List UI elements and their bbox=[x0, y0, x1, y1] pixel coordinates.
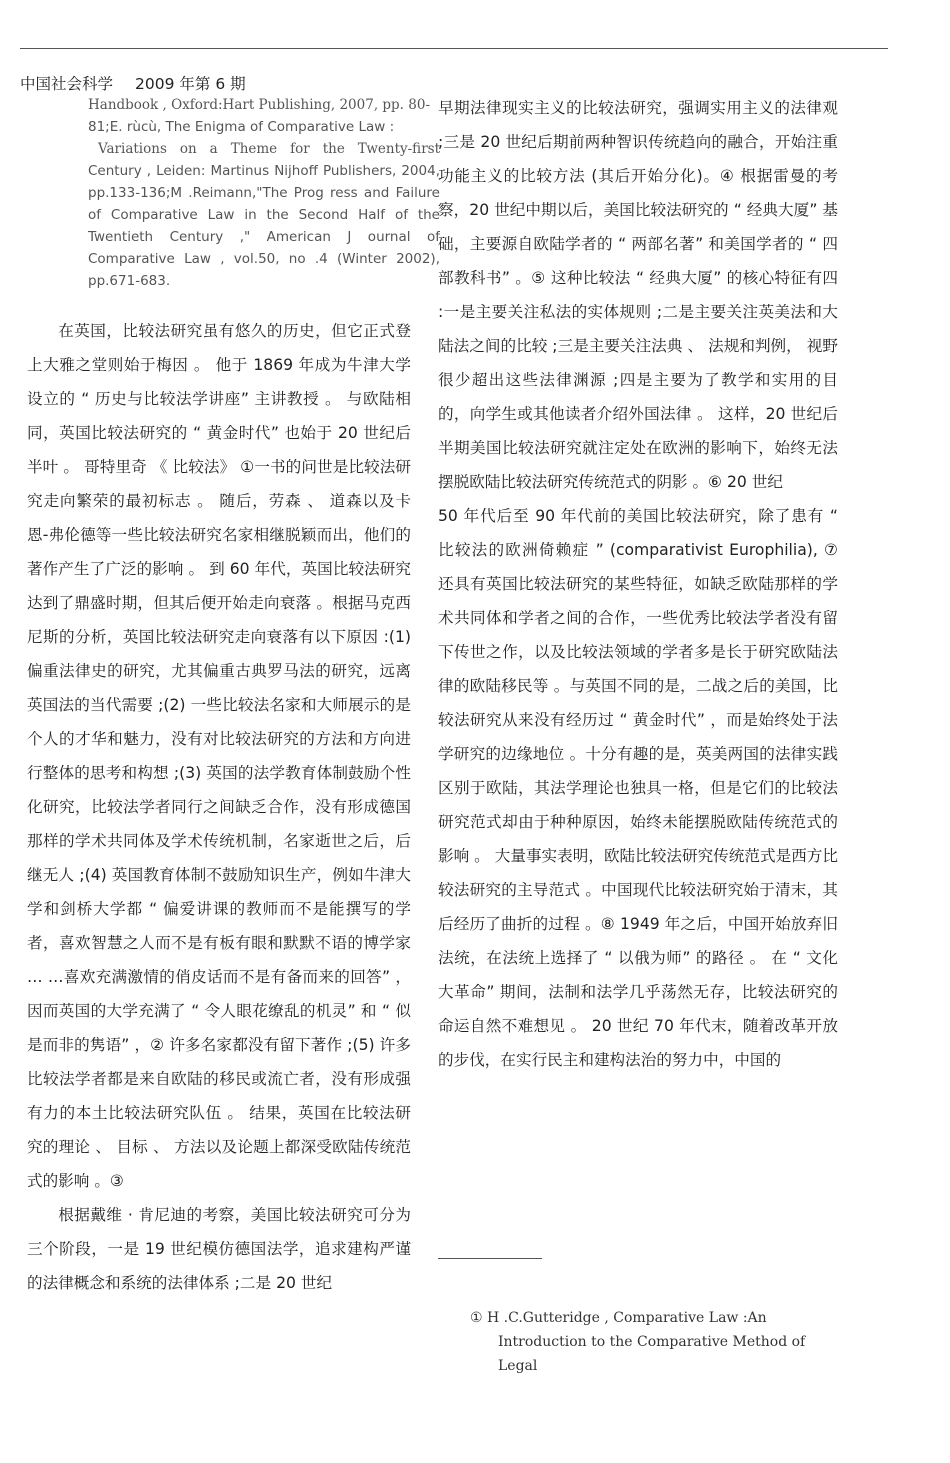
body-column-left bbox=[27, 314, 411, 1300]
body-paragraph: 50 年代后至 90 年代前的美国比较法研究，除了患有 “ 比较法的欧洲倚赖症 ” (comparativist Europhilia), ⑦ 还具有英国比较法研究的某些特征，如缺乏欧陆那样的学术共同体和学者之间的合作，一些优秀比较法学者没有留下传世之作，以及比较法领域的学者多是长于研究欧陆法律的欧陆移民等 。与英国不同的是，二战之后的美国，比较法研究从来没有经历过 “ 黄金时代” ，而是始终处于法学研究的边缘地位 。十分有趣的是，英美两国的法律实践区别于欧陆，其法学理论也独具一格，但是它们的比较法研究范式却由于种种原因，始终未能摆脱欧陆传统范式的影响 。 大量事实表明，欧陆比较法研究传统范式是西方比较法研究的主导范式 。中国现代比较法研究始于清末，其后经历了曲折的过程 。⑧ 1949 年之后，中国开始放弃旧法统，在法统上选择了 “ 以俄为师” 的路径 。 在 “ 文化大革命” 期间，法制和法学几乎荡然无存，比较法研究的命运自然不难想见 。 20 世纪 70 年代末，随着改革开放的步伐，在实行民主和建构法治的努力中，中国的 bbox=[438, 507, 838, 1069]
footnote-item bbox=[470, 1306, 815, 1378]
body-paragraph: 根据戴维 · 肯尼迪的考察，美国比较法研究可分为三个阶段，一是 19 世纪模仿德国法学，追求建构严谨的法律概念和系统的法律体系 ;二是 20 世纪 bbox=[27, 1206, 411, 1292]
footnote-line: Century , Leiden: Martinus Nijhoff Publishers, 2004, pp.133-136;M .Reimann,"The Prog ress and Failure of Comparative Law in the Second Half of the Twentieth Century ," American J ournal of Comparative Law , vol.50, no .4 (Winter 2002), pp.671-683. bbox=[88, 163, 440, 289]
body-paragraph: 在英国，比较法研究虽有悠久的历史，但它正式登上大雅之堂则始于梅因 。 他于 1869 年成为牛津大学设立的 “ 历史与比较法学讲座” 主讲教授 。 与欧陆相同，英国比较法研究的 “ 黄金时代” 也始于 20 世纪后半叶 。 哥特里奇 《 比较法》 ①一书的问世是比较法研究走向繁荣的最初标志 。 随后，劳森 、 道森以及卡恩-弗伦德等一些比较法研究名家相继脱颖而出，他们的著作产生了广泛的影响 。 到 60 年代，英国比较法研究达到了鼎盛时期，但其后便开始走向衰落 。根据马克西尼斯的分析，英国比较法研究走向衰落有以下原因 :(1)偏重法律史的研究，尤其偏重古典罗马法的研究，远离英国法的当代需要 ;(2) 一些比较法名家和大师展示的是个人的才华和魅力，没有对比较法研究的方法和方向进行整体的思考和构想 ;(3) 英国的法学教育体制鼓励个性化研究，比较法学者同行之间缺乏合作，没有形成德国那样的学术共同体及学术传统机制，名家逝世之后，后继无人 ;(4) 英国教育体制不鼓励知识生产，例如牛津大学和剑桥大学都 “ 偏爱讲课的教师而不是能撰写的学者，喜欢智慧之人而不是有板有眼和默默不语的博学家 … …喜欢充满激情的俏皮话而不是有备而来的回答” ，因而英国的大学充满了 “ 令人眼花缭乱的机灵” 和 “ 似是而非的隽语” ，② 许多名家都没有留下著作 ;(5) 许多比较法学者都是来自欧陆的移民或流亡者，没有形成强有力的本土比较法研究队伍 。 结果，英国在比较法研究的理论 、 目标 、 方法以及论题上都深受欧陆传统范式的影响 。③ bbox=[27, 322, 411, 1190]
footnote-text: H .C.Gutteridge , Comparative Law :An Introduction to the Comparative Method of Legal bbox=[487, 1310, 806, 1374]
body-column-right bbox=[438, 91, 838, 1077]
header-rule bbox=[20, 48, 888, 49]
footnote-line: Variations on a Theme for the Twenty-first bbox=[98, 141, 440, 157]
footnote-line: 81;E. rùcù, The Enigma of Comparative Law : bbox=[88, 119, 395, 135]
footnote-rule bbox=[438, 1258, 542, 1259]
footnote-marker: ① bbox=[470, 1310, 483, 1326]
body-paragraph: 早期法律现实主义的比较法研究，强调实用主义的法律观 ;三是 20 世纪后期前两种智识传统趋向的融合，开始注重功能主义的比较方法 (其后开始分化)。④ 根据雷曼的考察，20 世纪中期以后，美国比较法研究的 “ 经典大厦” 基础，主要源自欧陆学者的 “ 两部名著” 和美国学者的 “ 四部教科书” 。⑤ 这种比较法 “ 经典大厦” 的核心特征有四 :一是主要关注私法的实体规则 ;二是主要关注英美法和大陆法之间的比较 ;三是主要关注法典 、 法规和判例， 视野很少超出这些法律渊源 ;四是主要为了教学和实用的目的，向学生或其他读者介绍外国法律 。 这样，20 世纪后半期美国比较法研究就注定处在欧洲的影响下，始终无法摆脱欧陆比较法研究传统范式的阴影 。⑥ 20 世纪 bbox=[438, 99, 838, 491]
journal-name: 中国社会科学 bbox=[20, 75, 114, 93]
footnote-line: Handbook , Oxford:Hart Publishing, 2007, pp. 80- bbox=[88, 97, 431, 113]
issue-label: 2009 年第 6 期 bbox=[135, 75, 246, 93]
footnote-continuation bbox=[88, 94, 440, 292]
footnote-block bbox=[470, 1306, 815, 1378]
running-header bbox=[20, 74, 268, 94]
